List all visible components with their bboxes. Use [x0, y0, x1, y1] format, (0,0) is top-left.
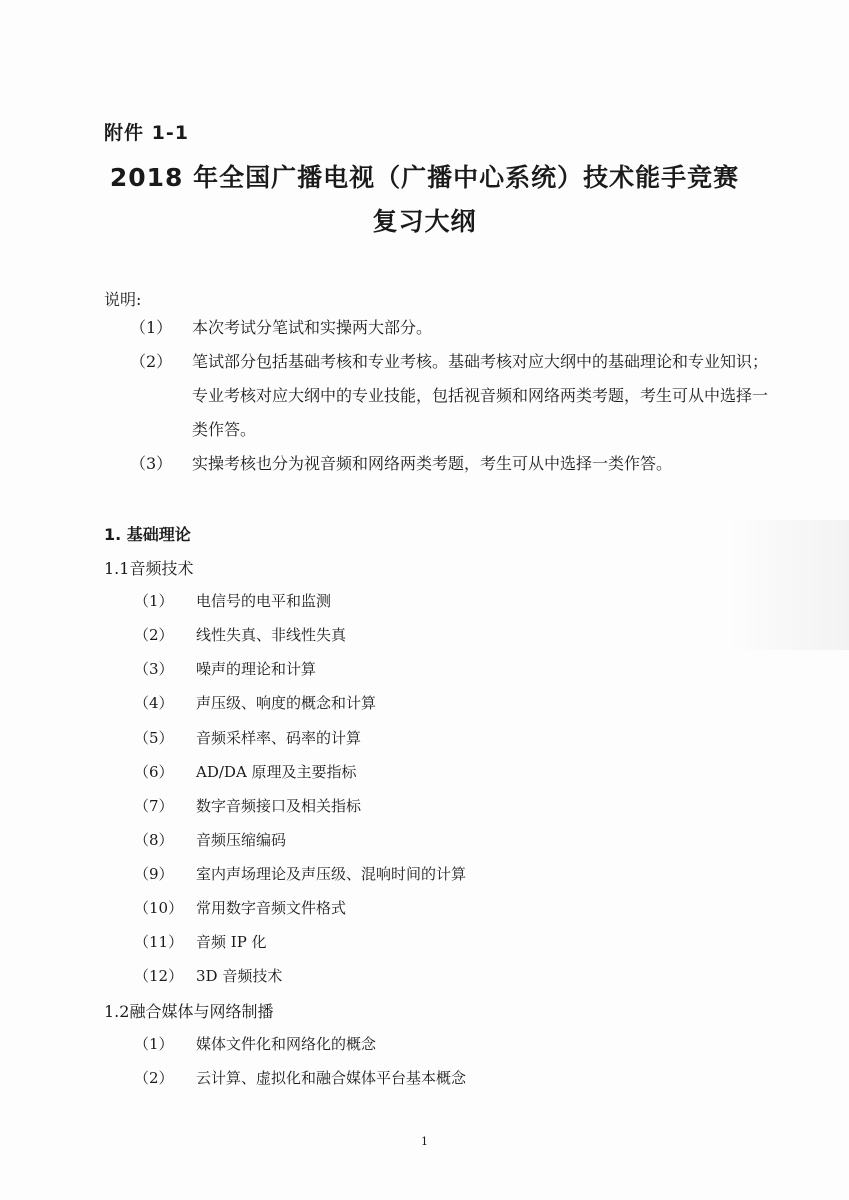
item-number: （2） [134, 626, 174, 644]
item-number: （9） [134, 865, 174, 883]
list-item [134, 863, 466, 884]
item-text: 音频压缩编码 [196, 831, 287, 849]
item-text: AD/DA 原理及主要指标 [196, 763, 357, 781]
document-title-line2: 复习大纲 [372, 207, 477, 236]
subsection-heading: 1.1音频技术 [104, 559, 194, 578]
item-text: 3D 音频技术 [196, 967, 283, 985]
notes-heading: 说明: [104, 290, 142, 309]
document-title-line1: 2018 年全国广播电视（广播中心系统）技术能手竞赛 [109, 163, 740, 192]
item-number: （12） [134, 967, 184, 985]
note-number: （2） [130, 352, 173, 371]
subsection-heading: 1.2融合媒体与网络制播 [104, 1002, 274, 1021]
item-number: （7） [134, 797, 174, 815]
list-item [134, 692, 376, 713]
list-item [134, 590, 331, 611]
note-text: 笔试部分包括基础考核和专业考核。基础考核对应大纲中的基础理论和专业知识；专业考核对应大纲中的专业技能，包括视音频和网络两类考题，考生可从中选择一类作答。 [192, 352, 769, 439]
item-number: （4） [134, 694, 174, 712]
list-item [134, 1067, 466, 1088]
list-item [134, 795, 361, 816]
item-text: 音频 IP 化 [196, 933, 267, 951]
note-text: 本次考试分笔试和实操两大部分。 [192, 318, 433, 337]
list-item [134, 829, 286, 850]
item-number: （3） [134, 660, 174, 678]
item-text: 噪声的理论和计算 [196, 660, 317, 678]
item-text: 媒体文件化和网络化的概念 [196, 1035, 377, 1053]
list-item [134, 761, 357, 782]
item-text: 室内声场理论及声压级、混响时间的计算 [196, 865, 467, 883]
item-number: （1） [134, 1035, 174, 1053]
item-text: 线性失真、非线性失真 [196, 626, 347, 644]
list-item [134, 1033, 376, 1054]
item-text: 数字音频接口及相关指标 [196, 797, 362, 815]
item-text: 常用数字音频文件格式 [196, 899, 347, 917]
item-number: （6） [134, 763, 174, 781]
item-text: 电信号的电平和监测 [196, 592, 332, 610]
list-item [134, 624, 346, 645]
page-number: 1 [421, 1135, 428, 1148]
list-item [134, 897, 346, 918]
list-item [134, 931, 267, 952]
section-heading: 1. 基础理论 [104, 525, 191, 544]
item-number: （5） [134, 729, 174, 747]
item-text: 音频采样率、码率的计算 [196, 729, 362, 747]
item-number: （8） [134, 831, 174, 849]
item-text: 云计算、虚拟化和融合媒体平台基本概念 [196, 1069, 467, 1087]
note-text: 实操考核也分为视音频和网络两类考题，考生可从中选择一类作答。 [192, 454, 673, 473]
scan-shading [729, 520, 849, 650]
list-item [134, 658, 316, 679]
note-number: （1） [130, 318, 173, 337]
list-item [134, 965, 282, 986]
note-number: （3） [130, 454, 173, 473]
attachment-label: 附件 1-1 [104, 122, 189, 144]
item-text: 声压级、响度的概念和计算 [196, 694, 377, 712]
list-item [134, 727, 361, 748]
item-number: （11） [134, 933, 184, 951]
item-number: （1） [134, 592, 174, 610]
item-number: （2） [134, 1069, 174, 1087]
note-item [130, 447, 770, 481]
note-item [130, 345, 770, 447]
note-item [130, 311, 770, 345]
item-number: （10） [134, 899, 184, 917]
